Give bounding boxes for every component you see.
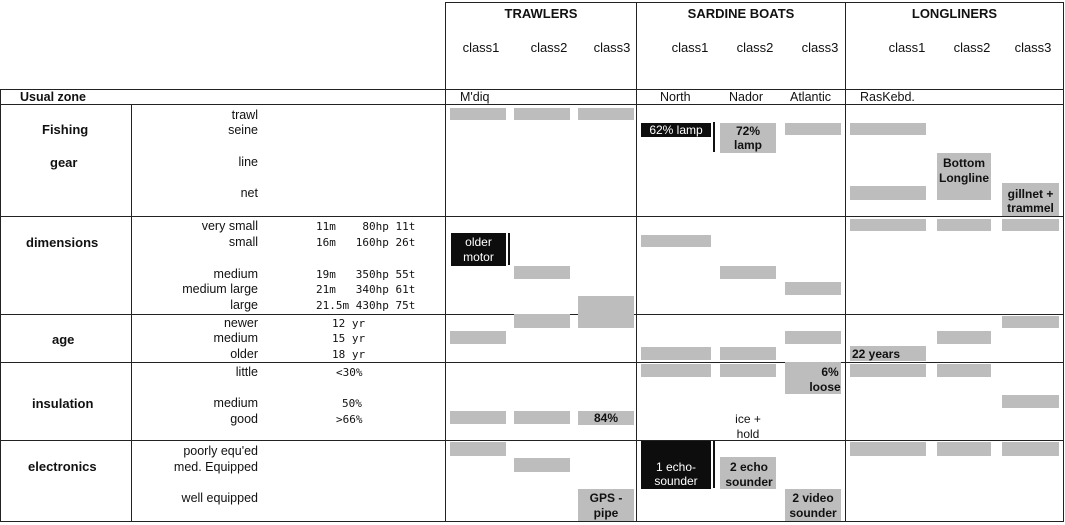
cell-agemed-l2 [937, 331, 991, 344]
cell-older-s1 [641, 347, 711, 360]
left-border [0, 89, 1, 522]
cell-trawl-t1 [450, 108, 506, 120]
age-newer: newer [223, 316, 258, 330]
line-l2-label-2: Longline [939, 171, 989, 185]
elec-med: med. Equipped [173, 460, 258, 474]
trawlers-left [445, 2, 446, 522]
net-l3-label-1: gillnet + [1007, 187, 1054, 201]
trawlers-class1: class1 [462, 40, 500, 55]
cell-vsmall-l3 [1002, 219, 1059, 231]
cell-small-s1 [641, 235, 711, 247]
gear-net: net [240, 186, 258, 200]
cell-large-t3 [578, 296, 634, 314]
ins-medium: medium [213, 396, 258, 410]
cell-little-l2 [937, 364, 991, 377]
sardine-class1: class1 [671, 40, 709, 55]
longliners-class1: class1 [888, 40, 926, 55]
cell-med-t2 [514, 458, 570, 472]
net-l3-label-2: trammel [1007, 201, 1054, 215]
cell-insmed-l3 [1002, 395, 1059, 408]
cell-agemed-t1 [450, 331, 506, 344]
age-medium: medium [213, 331, 258, 345]
spec-good: >66% [336, 413, 363, 426]
cell-seine-s3 [785, 123, 841, 135]
cell-agemed-s3 [785, 331, 841, 344]
dim-small: small [228, 235, 258, 249]
little-s3-label-1: 6% [821, 365, 839, 379]
zone-nador: Nador [729, 90, 764, 104]
age-rule [0, 362, 1064, 363]
spec-little: <30% [336, 366, 363, 379]
cell-vsmall-l2 [937, 219, 991, 231]
cell-poor-l3 [1002, 442, 1059, 456]
well-s3-label-1: 2 video [792, 491, 834, 505]
age-older: older [230, 347, 258, 361]
cell-poor-l2 [937, 442, 991, 456]
good-s2-label-2: hold [736, 427, 760, 441]
cell-seine-s1: 62% lamp [641, 123, 711, 137]
sardine-class2: class2 [736, 40, 774, 55]
spec-ins-medium: 50% [342, 397, 362, 410]
sardine-left [636, 2, 637, 522]
bottom-rule [0, 521, 1064, 522]
trawlers-class2: class2 [530, 40, 568, 55]
spec-medium-large: 21m 340hp 61t [316, 283, 416, 296]
spec-newer: 12 yr [332, 317, 366, 330]
spec-age-medium: 15 yr [332, 332, 366, 345]
dimensions-heading: dimensions [26, 235, 99, 250]
cell-medium-s2 [720, 266, 776, 279]
little-s3-label-2: loose [809, 380, 841, 394]
med-s1-label-2: sounder [654, 474, 698, 488]
trawlers-class3: class3 [593, 40, 631, 55]
cell-older-s2 [720, 347, 776, 360]
zone-raskebd: RasKebd. [860, 90, 915, 104]
med-s1-marker [713, 441, 715, 488]
cell-good-t2 [514, 411, 570, 424]
med-s1-label-1: 1 echo- [655, 460, 697, 474]
line-l2-label-1: Bottom [943, 156, 985, 170]
fishing-rule [0, 216, 1064, 217]
zone-rule [0, 104, 1064, 105]
spec-very-small: 11m 80hp 11t [316, 220, 416, 233]
med-s2-label-1: 2 echo [729, 460, 768, 474]
usual-zone-label: Usual zone [20, 90, 86, 104]
insulation-rule [0, 440, 1064, 441]
cell-trawl-t2 [514, 108, 570, 120]
seine-s2-label-1: 72% [735, 124, 761, 138]
cell-mlarge-s3 [785, 282, 841, 295]
well-t3-label-1: GPS - [589, 491, 623, 505]
dim-very-small: very small [201, 219, 258, 233]
insulation-heading: insulation [32, 396, 94, 411]
cell-vsmall-l1 [850, 219, 926, 231]
cell-newer-t3 [578, 314, 634, 328]
spec-small: 16m 160hp 26t [316, 236, 416, 249]
cell-newer-l3 [1002, 316, 1059, 328]
age-heading: age [52, 332, 75, 347]
dim-large: large [230, 298, 258, 312]
small-t1-label-1: older [465, 235, 492, 249]
cell-newer-t2 [514, 314, 570, 328]
cell-medium-t2 [514, 266, 570, 279]
elec-poor: poorly equ'ed [183, 444, 258, 458]
group-sardine-boats: SARDINE BOATS [687, 6, 795, 21]
group-longliners: LONGLINERS [911, 6, 998, 21]
seine-s1-marker [713, 122, 715, 152]
good-s2-label-1: ice + [735, 412, 761, 426]
spec-older: 18 yr [332, 348, 366, 361]
electronics-heading: electronics [28, 459, 97, 474]
good-t3-label: 84% [593, 411, 619, 425]
fishing-heading: Fishing [42, 122, 89, 137]
cell-seine-l1 [850, 123, 926, 135]
gear-trawl: trawl [231, 108, 258, 122]
well-t3-label-2: pipe [593, 506, 619, 520]
older-l1-label: 22 years [851, 347, 901, 361]
cell-little-l1 [850, 364, 926, 377]
cell-good-t1 [450, 411, 506, 424]
gear-line: line [238, 155, 258, 169]
longliners-class3: class3 [1014, 40, 1052, 55]
longliners-class2: class2 [953, 40, 991, 55]
label-divider [131, 104, 132, 522]
zone-north: North [660, 90, 691, 104]
dim-medium-large: medium large [182, 282, 258, 296]
zone-mdiq: M'diq [460, 90, 490, 104]
cell-little-s2 [720, 364, 776, 377]
cell-poor-l1 [850, 442, 926, 456]
cell-poor-t1 [450, 442, 506, 456]
spec-large: 21.5m 430hp 75t [316, 299, 416, 312]
cell-net-l1 [850, 186, 926, 200]
well-s3-label-2: sounder [789, 506, 837, 520]
spec-medium: 19m 350hp 55t [316, 268, 416, 281]
dim-medium: medium [213, 267, 258, 281]
ins-good: good [230, 412, 258, 426]
cell-little-s1 [641, 364, 711, 377]
small-t1-marker [508, 233, 510, 265]
sardine-class3: class3 [801, 40, 839, 55]
top-border [445, 2, 1064, 3]
small-t1-label-2: motor [463, 250, 494, 264]
gear-seine: seine [228, 123, 258, 137]
group-trawlers: TRAWLERS [504, 6, 578, 21]
right-border [1063, 2, 1064, 522]
cell-trawl-t3 [578, 108, 634, 120]
med-s2-label-2: sounder [725, 475, 773, 489]
gear-heading: gear [50, 155, 78, 170]
zone-atlantic: Atlantic [790, 90, 831, 104]
seine-s2-label-2: lamp [733, 138, 762, 152]
elec-well: well equipped [181, 491, 258, 505]
ins-little: little [235, 365, 258, 379]
longliners-left [845, 2, 846, 522]
